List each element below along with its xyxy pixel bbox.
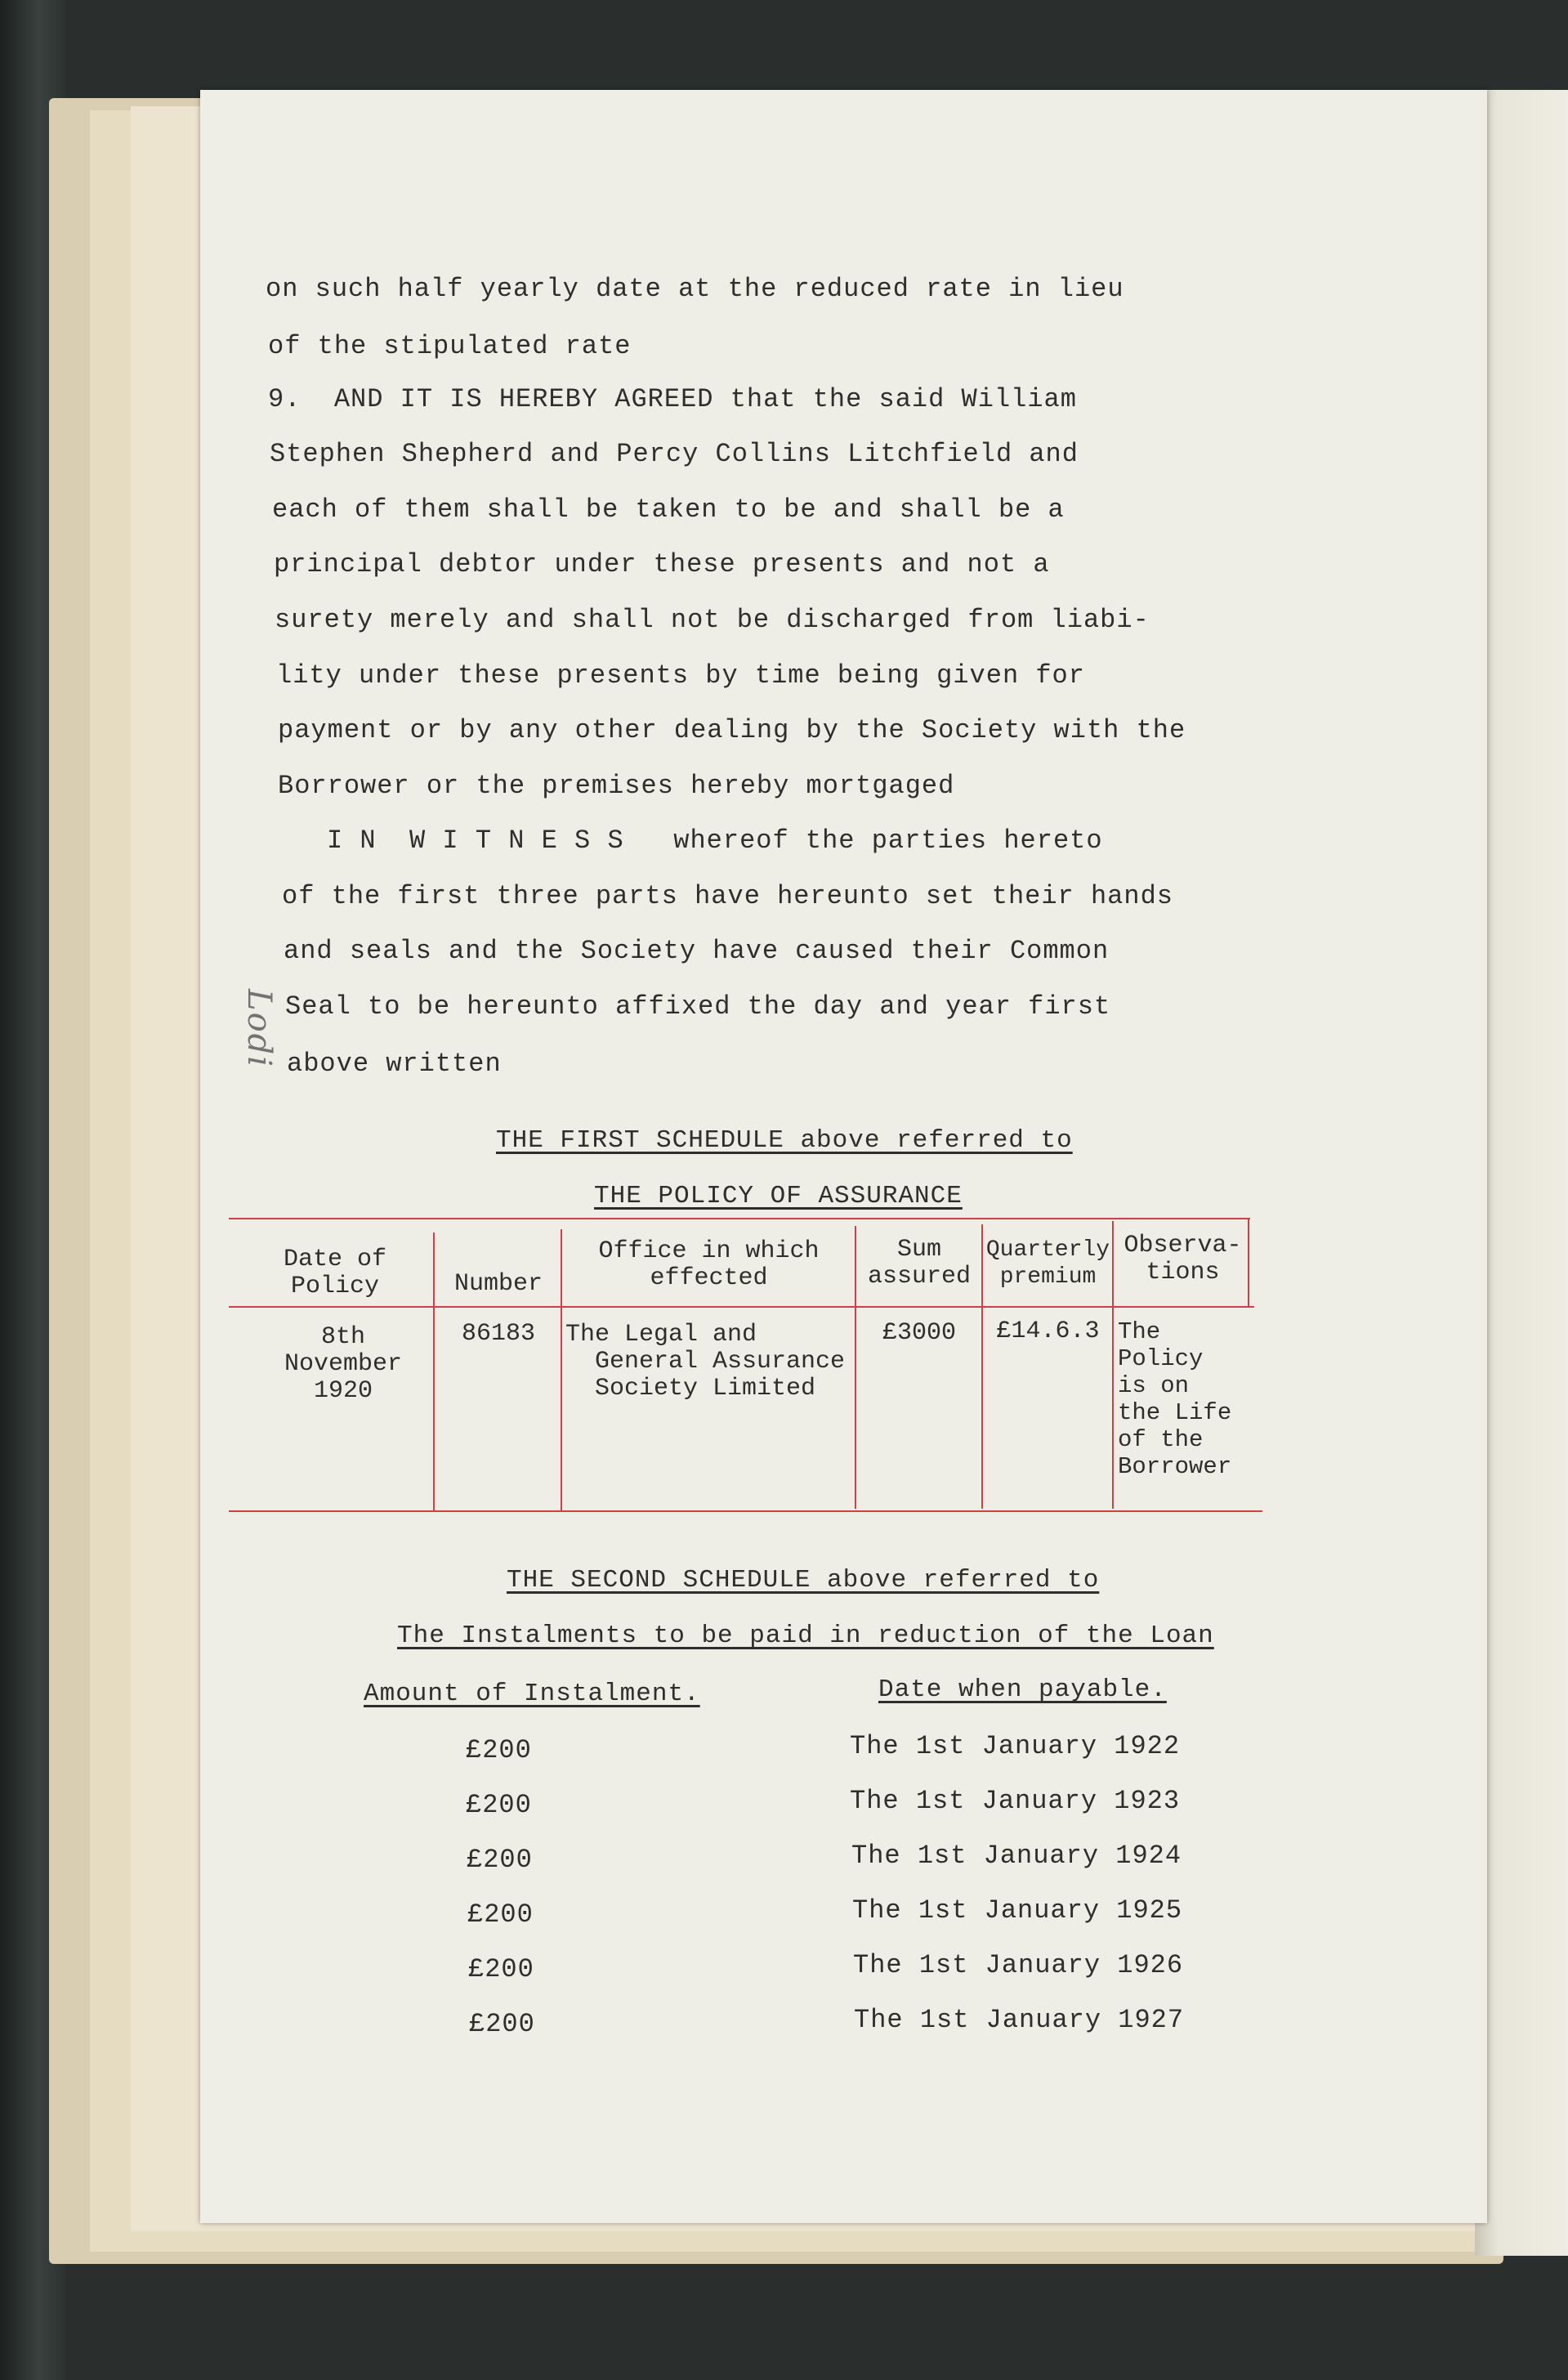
table-col-divider-4 (981, 1224, 983, 1509)
body-line-4: Stephen Shepherd and Percy Collins Litchfield and (270, 439, 1079, 469)
instalment-amount-6: £200 (469, 2009, 535, 2039)
cell-sum-assured: £3000 (882, 1319, 956, 1347)
header-date-of-policy: Date of Policy (283, 1246, 387, 1300)
instalment-date-5: The 1st January 1926 (853, 1950, 1184, 1980)
cell-number: 86183 (461, 1320, 535, 1348)
header-office: Office in which effected (598, 1237, 820, 1292)
cell-date: 8th November 1920 (284, 1323, 403, 1405)
table-rule-top (229, 1218, 1250, 1219)
instalment-date-6: The 1st January 1927 (854, 2005, 1185, 2035)
table-col-divider-2 (561, 1229, 562, 1510)
body-line-5: each of them shall be taken to be and shall be a (272, 494, 1065, 525)
table-rule-header (229, 1306, 1254, 1308)
table-col-divider-1 (433, 1232, 435, 1510)
body-line-13: and seals and the Society have caused their Common (284, 936, 1110, 966)
table-col-divider-3 (855, 1226, 856, 1509)
body-line-2: of the stipulated rate (268, 331, 632, 361)
body-line-8: lity under these presents by time being given for (276, 660, 1085, 691)
instalment-date-4: The 1st January 1925 (852, 1895, 1183, 1926)
policy-table (229, 1218, 1262, 1512)
cell-office: The Legal and General Assurance Society Limited (565, 1321, 846, 1402)
body-line-12: of the first three parts have hereunto set their hands (282, 881, 1173, 911)
first-schedule-title: THE FIRST SCHEDULE above referred to (496, 1126, 1073, 1155)
body-line-15: above written (287, 1049, 502, 1079)
instalment-amount-5: £200 (468, 1954, 534, 1984)
body-line-3: 9. AND IT IS HEREBY AGREED that the said William (268, 384, 1077, 414)
body-line-9: payment or by any other dealing by the Society with the (278, 715, 1186, 745)
header-quarterly-premium: Quarterly premium (985, 1237, 1110, 1290)
body-line-14: Seal to be hereunto affixed the day and year first (285, 991, 1111, 1022)
table-rule-bottom (229, 1510, 1262, 1512)
instalment-amount-4: £200 (467, 1899, 534, 1930)
instalment-date-2: The 1st January 1923 (850, 1786, 1181, 1816)
header-sum-assured: Sum assured (867, 1236, 972, 1291)
body-line-11: I N W I T N E S S whereof the parties hereto (327, 825, 1103, 856)
second-schedule-title: THE SECOND SCHEDULE above referred to (507, 1566, 1100, 1595)
instalment-amount-3: £200 (467, 1845, 533, 1875)
body-line-6: principal debtor under these presents and not a (274, 549, 1050, 579)
margin-handwriting: Lodi (240, 989, 278, 1069)
second-schedule-subtitle: The Instalments to be paid in reduction of the Loan (397, 1622, 1214, 1650)
header-observations: Observa- tions (1124, 1232, 1242, 1286)
body-line-7: surety merely and shall not be discharged from liabi- (275, 605, 1150, 635)
cell-observations: The Policy is on the Life of the Borrower (1118, 1318, 1232, 1480)
instalment-date-3: The 1st January 1924 (851, 1841, 1182, 1871)
first-schedule-subtitle: THE POLICY OF ASSURANCE (594, 1182, 963, 1210)
instalment-date-1: The 1st January 1922 (850, 1731, 1181, 1761)
body-line-10: Borrower or the premises hereby mortgaged (278, 771, 955, 801)
instalment-date-header: Date when payable. (878, 1675, 1167, 1704)
body-line-1: on such half yearly date at the reduced rate in lieu (266, 274, 1124, 304)
instalment-amount-1: £200 (466, 1735, 532, 1765)
cell-quarterly-premium: £14.6.3 (996, 1318, 1100, 1345)
instalment-amount-2: £200 (466, 1790, 532, 1820)
header-number: Number (453, 1270, 543, 1298)
table-col-divider-5 (1112, 1221, 1114, 1509)
instalment-amount-header: Amount of Instalment. (364, 1680, 700, 1708)
facing-page-edge (1475, 90, 1568, 2256)
